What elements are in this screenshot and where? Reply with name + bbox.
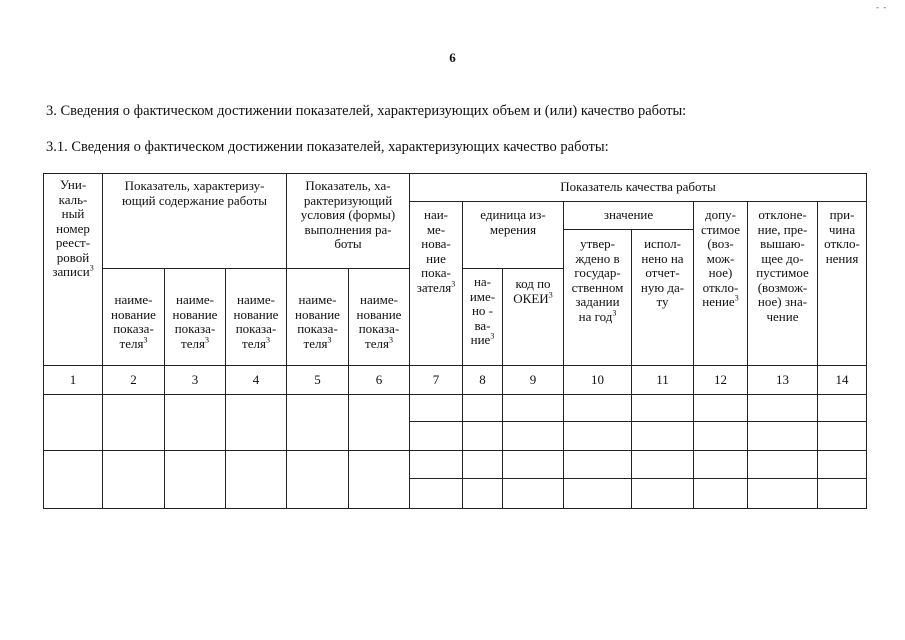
header-content-indicator-name-2: наиме- нование показа- теля$^3$	[172, 292, 218, 351]
column-number-10: 10	[591, 371, 604, 387]
section-heading-3-1: 3.1. Сведения о фактическом достижении показателей, характеризующих качество работы:	[46, 139, 609, 155]
header-allowed-deviation: допу- стимое (воз- мож- ное) откло- нение$^3$	[700, 207, 741, 309]
header-unique-registry-number: Уни- каль- ный номер реест- ровой записи$^3$	[52, 177, 94, 279]
column-number-5: 5	[314, 371, 321, 387]
header-conditions-indicator-name-1: наиме- нование показа- теля$^3$	[295, 292, 340, 351]
column-number-1: 1	[69, 371, 77, 387]
column-number-12: 12	[714, 371, 727, 387]
column-number-4: 4	[252, 371, 260, 387]
quality-indicators-table	[43, 173, 867, 509]
section-heading-3: 3. Сведения о фактическом достижении показателей, характеризующих объем и (или) качество работы:	[46, 103, 687, 119]
header-value-group: значение	[603, 207, 654, 222]
header-content-indicator-group: Показатель, характеризу- ющий содержание работы	[122, 178, 267, 208]
header-content-indicator-name-3: наиме- нование показа- теля$^3$	[233, 292, 279, 351]
header-conditions-indicator-name-2: наиме- нование показа- теля$^3$	[356, 292, 402, 351]
header-actual-value: испол- нено на отчет- ную да- ту	[640, 236, 685, 309]
column-number-3: 3	[191, 371, 199, 387]
column-number-2: 2	[130, 371, 137, 387]
header-excess-deviation: отклоне- ние, пре- вышаю- щее до- пустимое (возмож- ное) зна- чение	[756, 207, 809, 324]
header-okei-code: код по ОКЕИ$^3$	[513, 276, 553, 306]
header-unit-of-measure-group: единица из- мерения	[480, 207, 546, 237]
page-number: 6	[449, 50, 456, 65]
column-number-11: 11	[656, 371, 669, 387]
column-number-9: 9	[529, 371, 537, 387]
column-number-6: 6	[375, 371, 383, 387]
corner-mark: - -	[876, 2, 888, 12]
header-approved-value: утвер- ждено в государ- ственном задании на год$^3$	[571, 236, 624, 324]
column-number-14: 14	[835, 371, 849, 387]
header-indicator-name: наи- ме- нова- ние пока- зателя$^3$	[416, 207, 456, 295]
header-conditions-indicator-group: Показатель, ха- рактеризующий условия (формы) выполнения ра- боты	[300, 178, 396, 251]
header-deviation-reason: при- чина откло- нения	[824, 207, 860, 266]
column-number-7: 7	[432, 371, 440, 387]
header-quality-indicator-group: Показатель качества работы	[560, 179, 716, 195]
column-number-8: 8	[479, 371, 486, 387]
column-number-13: 13	[776, 371, 789, 387]
header-unit-name: на- име- но - ва- ние$^3$	[469, 274, 496, 347]
header-content-indicator-name-1: наиме- нование показа- теля$^3$	[111, 292, 156, 351]
